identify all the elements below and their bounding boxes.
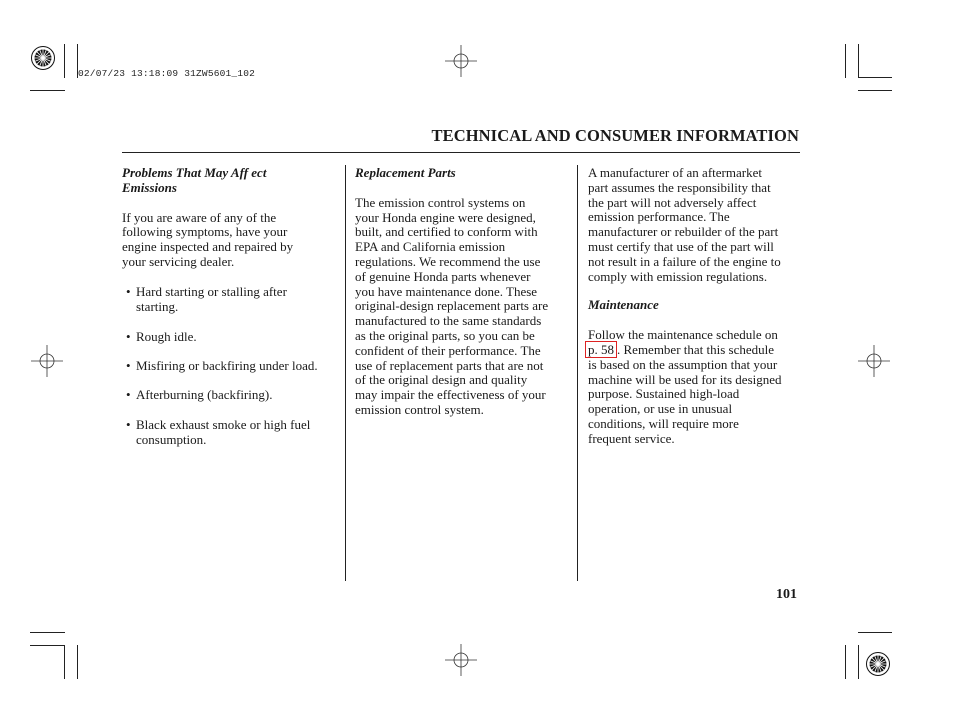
replacement-parts-section [355,166,573,418]
text-line: emission performance. The [588,209,730,225]
text-line: may impair the effectiveness of your [355,387,546,403]
text-line: manufacturer or rebuilder of the part [588,224,779,240]
section-heading: Replacement Parts [355,165,456,180]
text-line: EPA and California emission [355,239,506,255]
intro-paragraph [122,211,340,270]
crosshair-icon [31,345,63,377]
text-line: your Honda engine were designed, [355,209,536,225]
body-paragraph [355,196,573,418]
text-line: of the original design and quality [355,372,528,388]
text-line: built, and certified to conform with [355,224,538,240]
heading-line: Problems That May Aff ect [122,165,267,180]
text-line: A manufacturer of an aftermarket [588,165,762,180]
text-line: confident of their performance. The [355,342,541,358]
aftermarket-section [588,166,808,447]
text-line: Follow the maintenance schedule on [588,327,778,343]
text-line: The emission control systems on [355,194,526,210]
text-line: comply with emission regulations. [588,268,768,284]
text-line: not result in a failure of the engine to [588,253,781,269]
text-line: engine inspected and repaired by [122,239,294,255]
maintenance-heading: Maintenance [588,297,659,313]
text-line: conditions, will require more [588,415,739,431]
text-line: machine will be used for its designed [588,371,782,387]
header-rule [122,152,800,153]
list-item-text: consumption. [136,431,207,447]
text-line: your servicing dealer. [122,253,235,269]
text-line: emission control system. [355,401,484,417]
text-line: original-design replacement parts are [355,298,549,314]
section-heading [122,166,340,196]
page-number: 101 [776,587,797,602]
list-item [126,418,341,448]
bullet-icon: • [126,417,131,432]
list-item-text: Black exhaust smoke or high fuel [136,417,311,432]
crop-mark [845,44,846,78]
crop-mark [30,90,65,91]
bullet-icon: • [126,284,131,299]
text-line: must certify that use of the part will [588,238,774,254]
crop-mark [858,77,892,78]
crop-mark [858,645,859,679]
text-line: is based on the assumption that your [588,356,778,372]
crop-mark [845,645,846,679]
page-title: TECHNICAL AND CONSUMER INFORMATION [431,126,799,145]
maintenance-paragraph [588,328,808,446]
text-line: use of replacement parts that are not [355,357,544,373]
crop-mark [77,645,78,679]
crop-mark [858,632,892,633]
crop-mark [30,632,65,633]
text-line: as the original parts, so you can be [355,327,535,343]
text-line: following symptoms, have your [122,224,288,240]
list-item-text: Afterburning (backfiring). [136,387,273,402]
text-line: operation, or use in unusual [588,401,733,417]
list-item-text: Rough idle. [136,329,197,344]
text-line: of genuine Honda parts whenever [355,268,531,284]
emissions-problems-section [122,166,340,270]
crop-mark [64,645,65,679]
crop-mark [30,645,65,646]
crosshair-icon [445,45,477,77]
bullet-icon: • [126,358,131,373]
list-item [126,359,341,374]
list-item [126,330,341,345]
body-paragraph [588,166,808,284]
page-reference-link[interactable]: p. 58 [585,341,617,358]
text-line: purpose. Sustained high-load [588,386,740,402]
crop-mark [64,44,65,78]
text-line: you have maintenance done. These [355,283,538,299]
text-line: frequent service. [588,430,675,446]
list-item [126,285,341,315]
column-divider [345,165,346,581]
text-line: manufactured to the same standards [355,313,542,329]
bullet-icon: • [126,387,131,402]
bullet-icon: • [126,329,131,344]
crop-mark [858,90,892,91]
crosshair-icon [858,345,890,377]
print-timestamp: 02/07/23 13:18:09 31ZW5601_102 [78,68,256,79]
list-item-text: Misfiring or backfiring under load. [136,358,318,373]
registration-mark-icon [865,651,891,677]
list-item-text: Hard starting or stalling after [136,284,287,299]
text-line: If you are aware of any of the [122,209,277,225]
column-divider [577,165,578,581]
list-item [126,388,341,403]
text-line: part assumes the responsibility that [588,179,771,195]
text-line: the part will not adversely affect [588,194,757,210]
heading-line: Emissions [122,179,177,195]
text-line: regulations. We recommend the use [355,253,541,269]
text-line: . Remember that this schedule [617,341,775,357]
list-item-text: starting. [136,298,179,314]
registration-mark-icon [30,45,56,71]
crosshair-icon [445,644,477,676]
crop-mark [858,44,859,78]
